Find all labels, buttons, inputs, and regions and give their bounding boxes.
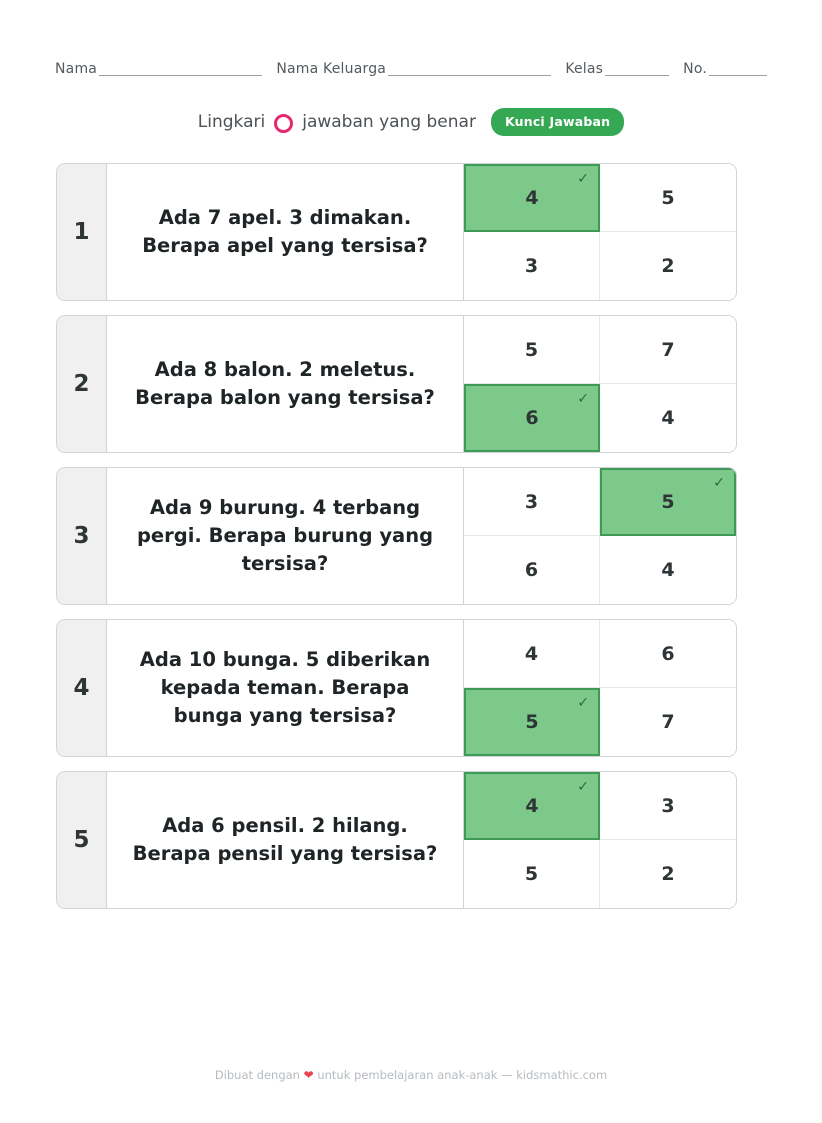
choice-label: 3 xyxy=(524,490,539,513)
choice-grid xyxy=(464,316,736,452)
question-number: 5 xyxy=(57,772,107,908)
instruction-row xyxy=(0,108,822,136)
choice-label: 6 xyxy=(661,642,675,665)
choice-label: 6 xyxy=(524,559,539,581)
choice-option[interactable] xyxy=(600,772,736,840)
question-row xyxy=(56,163,737,301)
choice-label: 7 xyxy=(661,711,675,733)
choice-label: 2 xyxy=(661,863,675,885)
choice-label: 6 xyxy=(525,407,539,429)
question-row xyxy=(56,771,737,909)
footer-text-before: Dibuat dengan xyxy=(214,1068,300,1082)
choice-label: 5 xyxy=(661,186,675,209)
choice-option[interactable] xyxy=(600,468,736,536)
check-icon: ✓ xyxy=(577,779,589,795)
question-text: Ada 6 pensil. 2 hilang. Berapa pensil yang tersisa? xyxy=(107,772,464,908)
choice-label: 2 xyxy=(661,255,675,277)
choice-option[interactable] xyxy=(464,620,600,688)
student-info-bar xyxy=(55,62,767,77)
field-line-no[interactable] xyxy=(709,62,767,76)
choice-option[interactable] xyxy=(600,164,736,232)
choice-option[interactable] xyxy=(464,164,600,232)
choice-label: 4 xyxy=(525,187,539,209)
heart-icon: ❤ xyxy=(303,1068,314,1082)
question-text: Ada 9 burung. 4 terbang pergi. Berapa burung yang tersisa? xyxy=(107,468,464,604)
field-line-nama-keluarga[interactable] xyxy=(388,62,551,76)
choice-label: 7 xyxy=(661,338,675,361)
choice-option[interactable] xyxy=(464,232,600,300)
choice-label: 4 xyxy=(525,795,539,817)
choice-option[interactable] xyxy=(464,772,600,840)
choice-option[interactable] xyxy=(464,468,600,536)
choice-label: 5 xyxy=(661,491,675,513)
field-label-nama: Nama xyxy=(55,61,98,77)
choice-option[interactable] xyxy=(464,316,600,384)
choice-grid xyxy=(464,468,736,604)
question-number: 2 xyxy=(57,316,107,452)
choice-option[interactable] xyxy=(600,840,736,908)
check-icon: ✓ xyxy=(713,475,725,491)
field-label-kelas: Kelas xyxy=(565,61,604,77)
choice-label: 3 xyxy=(524,255,539,277)
choice-label: 5 xyxy=(525,711,539,733)
field-line-nama[interactable] xyxy=(99,62,262,76)
choice-grid xyxy=(464,164,736,300)
question-row xyxy=(56,619,737,757)
choice-label: 4 xyxy=(661,559,675,581)
check-icon: ✓ xyxy=(577,171,589,187)
check-icon: ✓ xyxy=(577,391,589,407)
question-number: 4 xyxy=(57,620,107,756)
choice-option[interactable] xyxy=(600,232,736,300)
question-text: Ada 7 apel. 3 dimakan. Berapa apel yang tersisa? xyxy=(107,164,464,300)
instruction-text-after: jawaban yang benar xyxy=(302,112,476,132)
choice-option[interactable] xyxy=(600,316,736,384)
choice-grid xyxy=(464,620,736,756)
choice-option[interactable] xyxy=(600,620,736,688)
circle-icon xyxy=(274,114,293,133)
footer xyxy=(0,1068,822,1082)
field-line-kelas[interactable] xyxy=(605,62,669,76)
question-text: Ada 10 bunga. 5 diberikan kepada teman. Berapa bunga yang tersisa? xyxy=(107,620,464,756)
choice-option[interactable] xyxy=(464,384,600,452)
choice-option[interactable] xyxy=(464,840,600,908)
question-text: Ada 8 balon. 2 meletus. Berapa balon yang tersisa? xyxy=(107,316,464,452)
choice-option[interactable] xyxy=(600,384,736,452)
choice-option[interactable] xyxy=(600,536,736,604)
choice-option[interactable] xyxy=(464,536,600,604)
choice-label: 5 xyxy=(524,863,539,885)
footer-text-after: untuk pembelajaran anak-anak — kidsmathic.com xyxy=(317,1068,608,1082)
field-label-no: No. xyxy=(683,61,708,77)
field-label-nama-keluarga: Nama Keluarga xyxy=(276,61,387,77)
check-icon: ✓ xyxy=(577,695,589,711)
question-row xyxy=(56,315,737,453)
choice-grid xyxy=(464,772,736,908)
choice-label: 4 xyxy=(524,642,539,665)
question-row xyxy=(56,467,737,605)
choice-label: 3 xyxy=(661,794,675,817)
choice-option[interactable] xyxy=(464,688,600,756)
instruction-text-before: Lingkari xyxy=(197,112,266,132)
answer-key-badge: Kunci Jawaban xyxy=(491,108,624,136)
choice-option[interactable] xyxy=(600,688,736,756)
choice-label: 4 xyxy=(661,407,675,429)
choice-label: 5 xyxy=(524,338,539,361)
question-number: 3 xyxy=(57,468,107,604)
question-number: 1 xyxy=(57,164,107,300)
questions-list xyxy=(56,163,737,923)
